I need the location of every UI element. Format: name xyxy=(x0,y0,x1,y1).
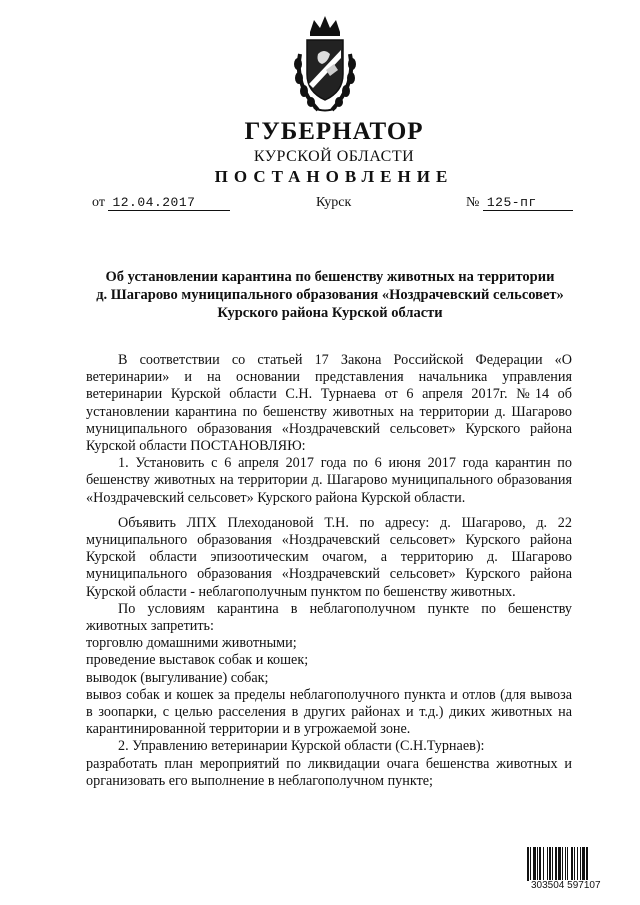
barcode-bar xyxy=(580,847,581,881)
paragraph-item-1: 1. Установить с 6 апреля 2017 года по 6 июня 2017 года карантин по бешенству животных на территории д. Шагарово муниципального образования «Ноздрачевский сельсовет» Курского района Курской области. xyxy=(86,455,572,506)
barcode-bar xyxy=(567,847,568,881)
region-name: КУРСКОЙ ОБЛАСТИ xyxy=(253,148,415,165)
list-item-prohibition: торговлю домашними животными; xyxy=(86,635,297,652)
barcode-bar xyxy=(537,847,538,881)
document-date: 12.04.2017 xyxy=(108,195,230,211)
barcode-bar xyxy=(586,847,588,881)
date-prefix: от xyxy=(92,195,105,210)
number-block xyxy=(466,195,573,211)
paragraph-item-2: 2. Управлению ветеринарии Курской области (С.Н.Турнаев): xyxy=(118,738,485,755)
barcode-number: 303504 597107 xyxy=(531,880,601,891)
coat-of-arms-emblem xyxy=(290,14,360,114)
barcode-bar xyxy=(543,847,544,881)
barcode-bar xyxy=(527,847,529,881)
paragraph-epizootic-focus: Объявить ЛПХ Плеходановой Т.Н. по адресу: д. Шагарово, д. 22 муниципального образования «Ноздрачевский сельсовет» Курского района Курской области эпизоотическим очагом, а территорию д. Шагарово муниципального образования «Ноздрачевский сельсовет» Курского района Курской области - неблагополучным пунктом по бешенству животных. xyxy=(86,514,572,600)
date-block xyxy=(92,195,230,211)
subject-line: Курского района Курской области xyxy=(217,305,443,321)
paragraph-prohibitions-intro: По условиям карантина в неблагополучном пункте по бешенству животных запретить: xyxy=(86,600,572,635)
document-body xyxy=(86,352,572,790)
list-item-prohibition: вывоз собак и кошек за пределы неблагополучного пункта и отлов (для вывоза в зоопарки, с целью расселения в других районах и т.д.) диких животных на карантинированной территории и в угрожаемой зоне. xyxy=(86,686,572,738)
document-type: ПОСТАНОВЛЕНИЕ xyxy=(214,167,454,186)
subject-line: д. Шагарово муниципального образования «Ноздрачевский сельсовет» xyxy=(96,287,564,303)
list-item-instruction: разработать план мероприятий по ликвидации очага бешенства животных и организовать его выполнение в неблагополучном пункте; xyxy=(86,755,572,789)
barcode-bar xyxy=(547,847,548,881)
list-item-prohibition: выводок (выгуливание) собак; xyxy=(86,669,269,686)
barcode-bar xyxy=(533,847,536,881)
barcode-bar xyxy=(565,847,566,881)
document-subject xyxy=(70,268,590,322)
document-number: 125-пг xyxy=(483,195,573,211)
barcode-bar xyxy=(577,847,578,881)
barcode-bar xyxy=(562,847,563,881)
barcode-bar xyxy=(558,847,561,881)
barcode-bar xyxy=(555,847,557,881)
barcode-bar xyxy=(552,847,553,881)
barcode-bar xyxy=(549,847,551,881)
list-item-prohibition: проведение выставок собак и кошек; xyxy=(86,652,309,669)
number-prefix: № xyxy=(466,195,480,210)
barcode-bar xyxy=(574,847,575,881)
governor-title: ГУБЕРНАТОР xyxy=(244,118,424,145)
barcode-bar xyxy=(539,847,541,881)
barcode-bar xyxy=(530,847,531,881)
document-city: Курск xyxy=(316,195,352,210)
subject-line: Об установлении карантина по бешенству животных на территории xyxy=(105,269,555,285)
barcode-bar xyxy=(582,847,585,881)
paragraph-preamble: В соответствии со статьей 17 Закона Российской Федерации «О ветеринарии» и на основании представления начальника управления ветеринарии Курской области С.Н. Турнаева от 6 апреля 2017г. №14 об установлении карантина по бешенству животных на территории д. Шагарово муниципального образования «Ноздрачевский сельсовет» Курского района Курской области ПОСТАНОВЛЯЮ: xyxy=(86,352,572,455)
barcode-bar xyxy=(571,847,573,881)
